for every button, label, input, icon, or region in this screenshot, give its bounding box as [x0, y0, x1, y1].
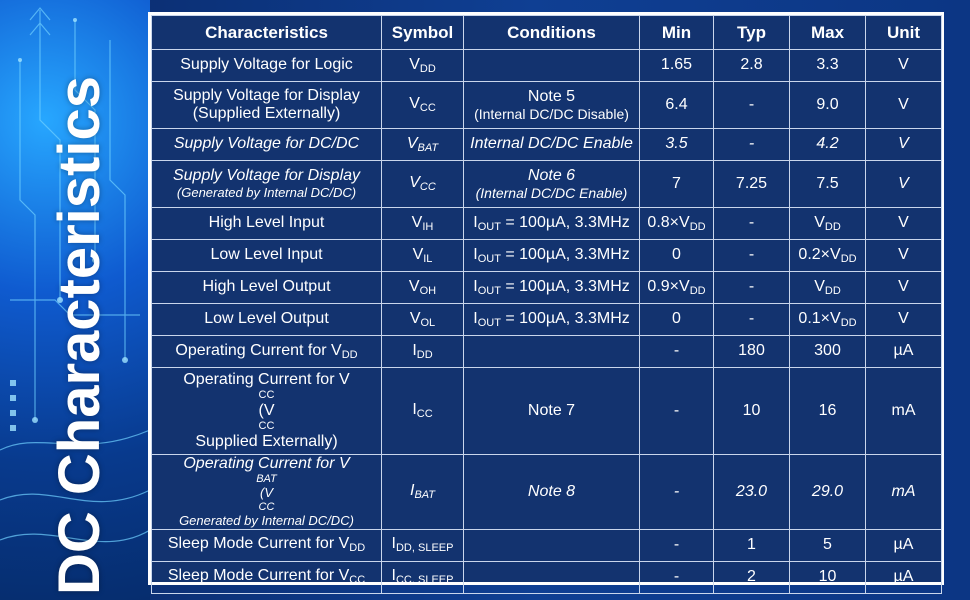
cell-characteristic: Operating Current for V BAT (V CC Generated by Internal DC/DC)	[152, 455, 382, 530]
cell-unit: V	[866, 272, 942, 304]
cell-max: 300	[790, 336, 866, 368]
table-row	[152, 82, 942, 129]
cell-symbol: $I_{CC}$	[382, 368, 464, 455]
cell-characteristic: High Level Input	[152, 208, 382, 240]
cell-characteristic: Supply Voltage for DC/DC	[152, 129, 382, 161]
cell-symbol: $V_{DD}$	[382, 50, 464, 82]
cell-symbol: $V_{OL}$	[382, 304, 464, 336]
cell-typ: -	[714, 82, 790, 129]
cell-characteristic: High Level Output	[152, 272, 382, 304]
cell-typ: -	[714, 240, 790, 272]
cell-symbol: $I_{BAT}$	[382, 455, 464, 530]
cell-unit: V	[866, 240, 942, 272]
cell-min: 1.65	[640, 50, 714, 82]
cell-characteristic: Sleep Mode Current for $V_{DD}$	[152, 529, 382, 561]
cell-unit: µA	[866, 336, 942, 368]
cell-symbol: $I_{CC, SLEEP}$	[382, 561, 464, 593]
cell-characteristic: Supply Voltage for Display (Supplied Externally)	[152, 82, 382, 129]
table-row	[152, 272, 942, 304]
cell-conditions: Note 8	[464, 455, 640, 530]
cell-symbol: $I_{DD}$	[382, 336, 464, 368]
col-header-typ: Typ	[714, 16, 790, 50]
page-title: DC Characteristics	[47, 76, 112, 595]
col-header-symbol: Symbol	[382, 16, 464, 50]
cell-min: -	[640, 455, 714, 530]
cell-min: -	[640, 529, 714, 561]
cell-conditions: Note 7	[464, 368, 640, 455]
cell-max: 7.5	[790, 161, 866, 208]
col-header-conditions: Conditions	[464, 16, 640, 50]
cell-unit: V	[866, 161, 942, 208]
cell-max: $V_{DD}$	[790, 208, 866, 240]
cell-conditions	[464, 50, 640, 82]
cell-max: 10	[790, 561, 866, 593]
col-header-unit: Unit	[866, 16, 942, 50]
cell-symbol: $I_{DD, SLEEP}$	[382, 529, 464, 561]
cell-symbol: $V_{IH}$	[382, 208, 464, 240]
cell-conditions	[464, 561, 640, 593]
cell-min: -	[640, 336, 714, 368]
table-row	[152, 240, 942, 272]
cell-min: -	[640, 561, 714, 593]
cell-min: $0.9\times V_{DD}$	[640, 272, 714, 304]
table-row	[152, 561, 942, 593]
table-row	[152, 208, 942, 240]
table-row	[152, 129, 942, 161]
cell-typ: -	[714, 304, 790, 336]
cell-symbol: $V_{OH}$	[382, 272, 464, 304]
cell-max: 4.2	[790, 129, 866, 161]
cell-typ: 180	[714, 336, 790, 368]
col-header-max: Max	[790, 16, 866, 50]
cell-conditions	[464, 529, 640, 561]
table-row	[152, 304, 942, 336]
cell-min: 7	[640, 161, 714, 208]
table-row	[152, 50, 942, 82]
cell-min: $0.8\times V_{DD}$	[640, 208, 714, 240]
col-header-characteristics: Characteristics	[152, 16, 382, 50]
cell-typ: 2	[714, 561, 790, 593]
table-row	[152, 529, 942, 561]
col-header-min: Min	[640, 16, 714, 50]
cell-unit: V	[866, 208, 942, 240]
table-row	[152, 368, 942, 455]
cell-typ: 1	[714, 529, 790, 561]
cell-max: $V_{DD}$	[790, 272, 866, 304]
cell-unit: V	[866, 304, 942, 336]
cell-typ: 2.8	[714, 50, 790, 82]
cell-max: 9.0	[790, 82, 866, 129]
table-row	[152, 161, 942, 208]
table-header-row	[152, 16, 942, 50]
cell-unit: V	[866, 82, 942, 129]
table-row	[152, 336, 942, 368]
cell-conditions: $I_{OUT} = 100\mu A$, 3.3MHz	[464, 304, 640, 336]
cell-characteristic: Operating Current for $V_{DD}$	[152, 336, 382, 368]
cell-min: 0	[640, 240, 714, 272]
cell-conditions: $I_{OUT} = 100\mu A$, 3.3MHz	[464, 272, 640, 304]
cell-characteristic: Supply Voltage for Display (Generated by Internal DC/DC)	[152, 161, 382, 208]
cell-min: 3.5	[640, 129, 714, 161]
cell-unit: V	[866, 129, 942, 161]
cell-characteristic: Low Level Input	[152, 240, 382, 272]
cell-conditions	[464, 336, 640, 368]
cell-characteristic: Sleep Mode Current for $V_{CC}$	[152, 561, 382, 593]
cell-unit: mA	[866, 368, 942, 455]
cell-max: $0.1\times V_{DD}$	[790, 304, 866, 336]
cell-unit: V	[866, 50, 942, 82]
cell-max: 3.3	[790, 50, 866, 82]
cell-conditions: Note 6 (Internal DC/DC Enable)	[464, 161, 640, 208]
cell-characteristic: Operating Current for V CC (V CC Supplied Externally)	[152, 368, 382, 455]
cell-conditions: Internal DC/DC Enable	[464, 129, 640, 161]
cell-min: -	[640, 368, 714, 455]
cell-max: 16	[790, 368, 866, 455]
cell-typ: 7.25	[714, 161, 790, 208]
cell-unit: mA	[866, 455, 942, 530]
cell-symbol: $V_{IL}$	[382, 240, 464, 272]
cell-conditions: Note 5 (Internal DC/DC Disable)	[464, 82, 640, 129]
cell-characteristic: Supply Voltage for Logic	[152, 50, 382, 82]
cell-characteristic: Low Level Output	[152, 304, 382, 336]
cell-max: 5	[790, 529, 866, 561]
cell-typ: -	[714, 208, 790, 240]
cell-symbol: $V_{BAT}$	[382, 129, 464, 161]
cell-conditions: $I_{OUT} = 100\mu A$, 3.3MHz	[464, 208, 640, 240]
cell-max: $0.2\times V_{DD}$	[790, 240, 866, 272]
cell-symbol: $V_{CC}$	[382, 82, 464, 129]
cell-conditions: $I_{OUT} = 100\mu A$, 3.3MHz	[464, 240, 640, 272]
cell-typ: -	[714, 129, 790, 161]
cell-min: 6.4	[640, 82, 714, 129]
cell-min: 0	[640, 304, 714, 336]
cell-max: 29.0	[790, 455, 866, 530]
cell-unit: µA	[866, 529, 942, 561]
cell-typ: -	[714, 272, 790, 304]
table-row	[152, 455, 942, 530]
cell-typ: 23.0	[714, 455, 790, 530]
cell-symbol: $V_{CC}$	[382, 161, 464, 208]
cell-unit: µA	[866, 561, 942, 593]
cell-typ: 10	[714, 368, 790, 455]
dc-characteristics-table	[148, 12, 944, 585]
